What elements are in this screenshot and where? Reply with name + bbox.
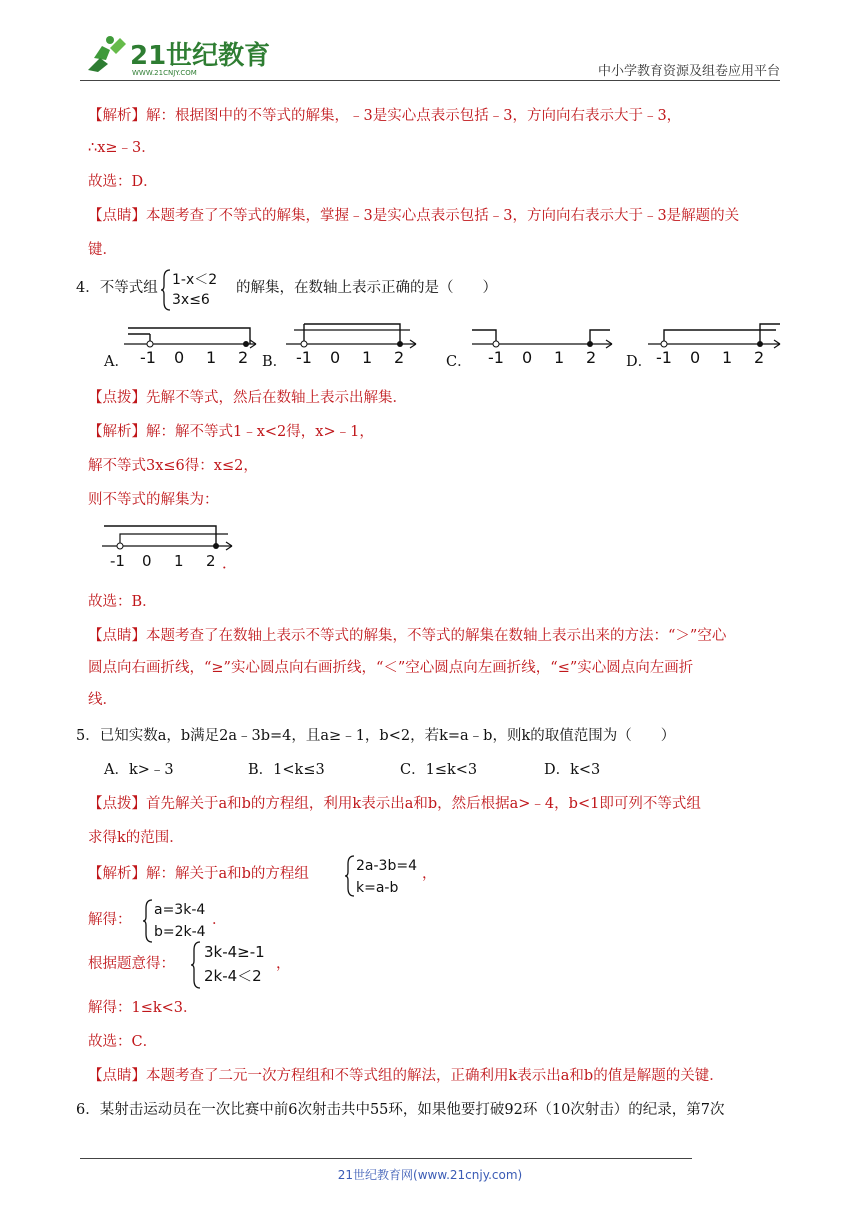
q6-stem: 6．某射击运动员在一次比赛中前6次射击共中55环，如果他要打破92环（10次射击）的纪录，第7次 — [76, 1102, 725, 1118]
q4-step3: 则不等式的解集为： — [88, 492, 219, 508]
q5-option-c[interactable]: C．1≤k<3 — [400, 762, 478, 778]
q3-dianjing: 【点睛】本题考查了不等式的解集，掌握﹣3是实心点表示包括﹣3，方向向右表示大于﹣3是解题的关 — [88, 208, 740, 224]
q4-dianbo: 【点拨】先解不等式，然后在数轴上表示出解集． — [88, 390, 407, 406]
logo-icon — [80, 28, 271, 78]
q5-stem: 5．已知实数a，b满足2a﹣3b=4，且a≥﹣1，b<2，若k=a﹣b，则k的取值范围为（ ） — [76, 728, 676, 744]
q5-solve-label: 解得： — [88, 912, 132, 928]
logo-text: 21世纪教育 — [130, 41, 271, 71]
q3-dianjing-cont: 键． — [88, 242, 117, 258]
q4-option-a-label: A． — [104, 354, 129, 370]
q4-option-d-label: D． — [626, 354, 653, 370]
footer-divider — [80, 1158, 692, 1159]
logo-sub: WWW.21CNJY.COM — [132, 69, 197, 77]
q5-jiexi: 【解析】解：解关于a和b的方程组 — [88, 866, 309, 882]
q3-therefore: ∴x≥﹣3． — [88, 140, 156, 156]
header-platform-name: 中小学教育资源及组卷应用平台 — [597, 64, 780, 79]
q5-result: 解得：1≤k<3． — [88, 1000, 198, 1016]
q5-option-b[interactable]: B．1<k≤3 — [248, 762, 325, 778]
q4-dianjing: 【点睛】本题考查了在数轴上表示不等式的解集，不等式的解集在数轴上表示出来的方法：“＞”空心 — [88, 628, 727, 644]
q5-sys2-period: ． — [212, 912, 227, 928]
q4-step2: 解不等式3x≤6得：x≤2， — [88, 458, 258, 474]
footer-site[interactable]: 21世纪教育网(www.21cnjy.com) — [337, 1168, 523, 1182]
q4-choice: 故选：B． — [88, 594, 157, 610]
q5-sys1-comma: ， — [422, 866, 437, 882]
q4-stem-post: 的解集，在数轴上表示正确的是（ ） — [236, 280, 497, 296]
q3-jiexi: 【解析】解：根据图中的不等式的解集，﹣3是实心点表示包括﹣3，方向向右表示大于﹣3， — [88, 108, 682, 124]
q5-option-d[interactable]: D．k<3 — [544, 762, 601, 778]
q4-system: 1-x＜2 3x≤6 — [172, 272, 218, 308]
q5-cond-label: 根据题意得： — [88, 956, 175, 972]
q5-system1: 2a-3b=4 k=a-b — [356, 858, 417, 896]
q4-option-b-label: B． — [262, 354, 288, 370]
q5-dianjing: 【点睛】本题考查了二元一次方程组和不等式组的解法，正确利用k表示出a和b的值是解题的关键． — [88, 1068, 724, 1084]
q5-dianbo: 【点拨】首先解关于a和b的方程组，利用k表示出a和b，然后根据a>﹣4，b<1即可列不等式组 — [88, 796, 701, 812]
page-header — [80, 28, 780, 80]
q5-sys3-comma: ， — [276, 956, 291, 972]
q5-system3: 3k-4≥-1 2k-4＜2 — [204, 943, 265, 985]
q4-option-c-label: C． — [446, 354, 472, 370]
q5-system2: a=3k-4 b=2k-4 — [154, 902, 206, 940]
q3-choice: 故选：D． — [88, 174, 158, 190]
q5-dianbo-cont: 求得k的范围． — [88, 830, 184, 846]
q4-stem-pre: 4．不等式组 — [76, 280, 158, 296]
header-divider — [80, 80, 780, 81]
q5-choice: 故选：C． — [88, 1034, 158, 1050]
q5-option-a[interactable]: A．k>﹣3 — [104, 762, 174, 778]
q4-jiexi: 【解析】解：解不等式1﹣x<2得，x>﹣1， — [88, 424, 374, 440]
q4-dianjing-cont1: 圆点向右画折线，“≥”实心圆点向右画折线，“＜”空心圆点向左画折线，“≤”实心圆点向左画折 — [88, 660, 694, 676]
q4-dianjing-cont2: 线． — [88, 692, 117, 708]
